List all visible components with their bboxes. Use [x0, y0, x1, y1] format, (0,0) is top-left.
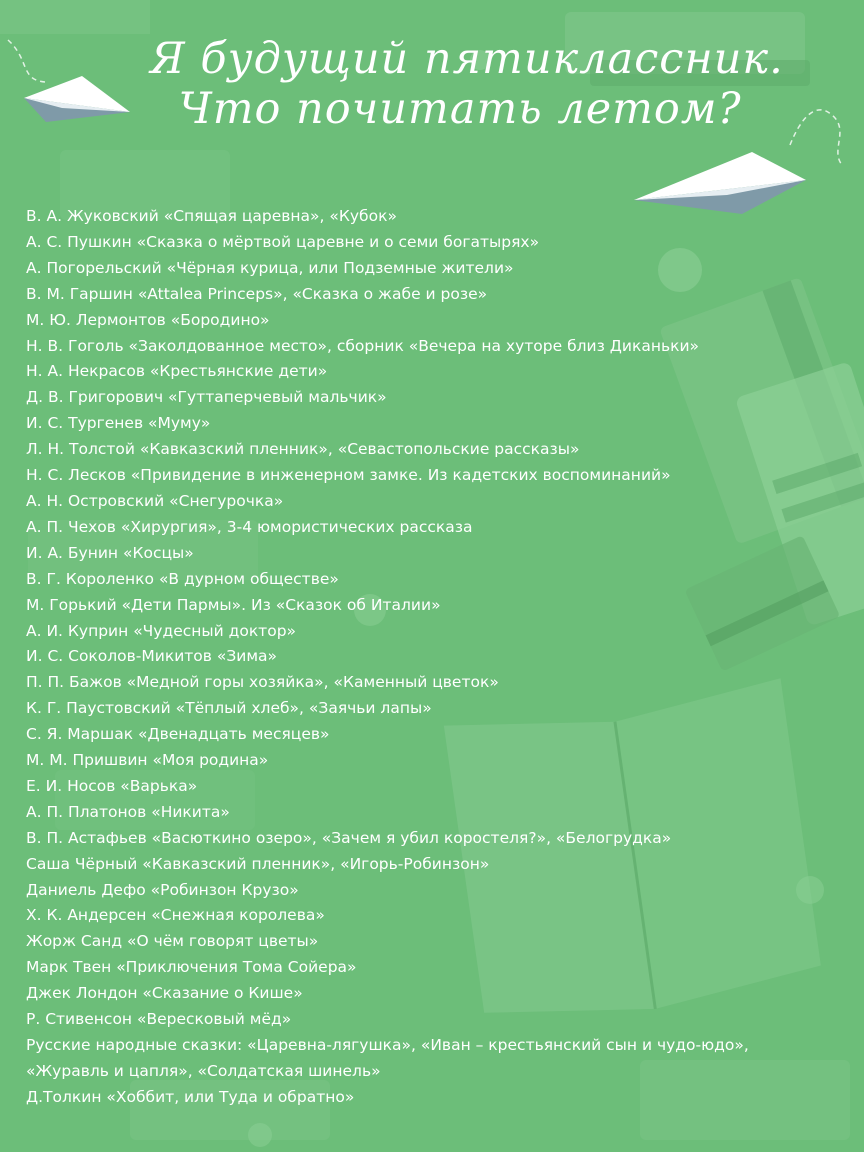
book-list-item: Даниель Дефо «Робинзон Крузо» — [26, 880, 299, 899]
book-list-item: М. Горький «Дети Пармы». Из «Сказок об Италии» — [26, 595, 441, 614]
book-list-item: М. Ю. Лермонтов «Бородино» — [26, 310, 270, 329]
book-list-item: М. М. Пришвин «Моя родина» — [26, 751, 269, 770]
book-list-item: Н. С. Лесков «Привидение в инженерном замке. Из кадетских воспоминаний» — [26, 466, 671, 485]
title-line-1: Я будущий пятиклассник. — [150, 34, 784, 84]
book-list-item: Саша Чёрный «Кавказский пленник», «Игорь-Робинзон» — [26, 854, 490, 873]
book-list-item: В. А. Жуковский «Спящая царевна», «Кубок» — [26, 207, 397, 225]
book-list-item: И. С. Тургенев «Муму» — [26, 414, 211, 433]
book-list-item: В. М. Гаршин «Attalea Princeps», «Сказка о жабе и розе» — [26, 284, 488, 303]
book-list-item: Н. А. Некрасов «Крестьянские дети» — [26, 362, 328, 381]
book-list-item: Р. Стивенсон «Вересковый мёд» — [26, 1010, 292, 1029]
book-list-item: Л. Н. Толстой «Кавказский пленник», «Севастопольские рассказы» — [26, 440, 580, 459]
book-list-item: А. П. Чехов «Хирургия», 3-4 юмористических рассказа — [26, 517, 473, 536]
paper-plane-icon — [22, 74, 134, 124]
book-list-item: Жорж Санд «О чём говорят цветы» — [26, 932, 319, 951]
book-list-item: А. П. Платонов «Никита» — [26, 802, 230, 821]
book-list-item: А. Погорельский «Чёрная курица, или Подземные жители» — [26, 258, 514, 277]
book-list-item: Д. В. Григорович «Гуттаперчевый мальчик» — [26, 388, 387, 407]
book-list-item: И. С. Соколов-Микитов «Зима» — [26, 647, 278, 666]
book-list-item: П. П. Бажов «Медной горы хозяйка», «Каменный цветок» — [26, 673, 499, 692]
reading-list — [26, 204, 856, 1111]
title-line-2: Что почитать летом? — [178, 84, 742, 134]
book-list-item: Х. К. Андерсен «Снежная королева» — [26, 906, 325, 925]
book-list-item: Н. В. Гоголь «Заколдованное место», сборник «Вечера на хуторе близ Диканьки» — [26, 336, 700, 355]
book-list-item: Джек Лондон «Сказание о Кише» — [26, 984, 303, 1003]
book-top-left — [0, 0, 150, 34]
book-list-item: В. Г. Короленко «В дурном обществе» — [26, 569, 339, 588]
book-list-item: А. С. Пушкин «Сказка о мёртвой царевне и о семи богатырях» — [26, 232, 540, 251]
book-list-item: «Журавль и цапля», «Солдатская шинель» — [26, 1061, 381, 1080]
book-list-item: Марк Твен «Приключения Тома Сойера» — [26, 958, 357, 977]
decor-circle — [248, 1123, 272, 1147]
book-list-item: В. П. Астафьев «Васюткино озеро», «Зачем я убил коростеля?», «Белогрудка» — [26, 828, 672, 847]
book-list-item: А. Н. Островский «Снегурочка» — [26, 491, 284, 510]
book-list-item: С. Я. Маршак «Двенадцать месяцев» — [26, 725, 330, 744]
book-list-item: А. И. Куприн «Чудесный доктор» — [26, 621, 297, 640]
book-list-item: К. Г. Паустовский «Тёплый хлеб», «Заячьи лапы» — [26, 699, 432, 718]
book-list-item: Е. И. Носов «Варька» — [26, 776, 198, 795]
book-list-item: И. А. Бунин «Косцы» — [26, 543, 194, 562]
book-list-item: Д.Толкин «Хоббит, или Туда и обратно» — [26, 1087, 355, 1106]
page-title — [150, 34, 784, 134]
book-list-item: Русские народные сказки: «Царевна-лягушка», «Иван – крестьянский сын и чудо-юдо», — [26, 1036, 749, 1054]
